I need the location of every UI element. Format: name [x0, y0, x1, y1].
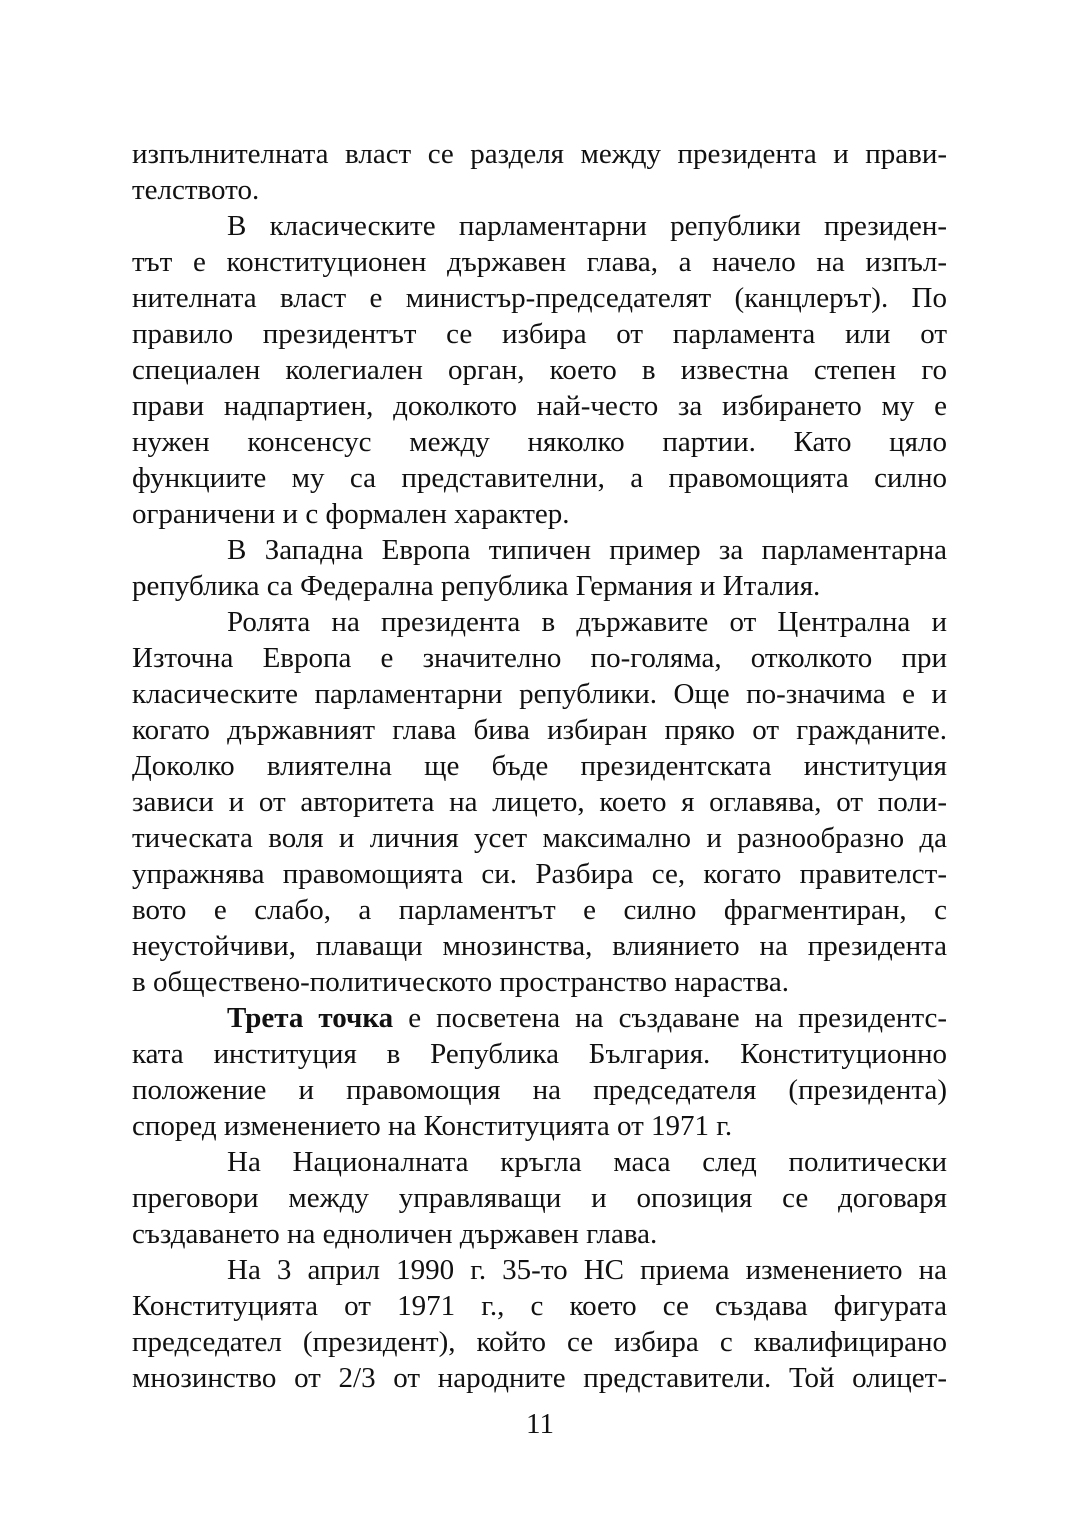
text-line: Доколко влиятелна ще бъде президентската институция — [132, 750, 947, 782]
text-line: правило президентът се избира от парламента или от — [132, 318, 947, 350]
body-text — [132, 136, 947, 1396]
text-line: председател (президент), който се избира с квалифицирано — [132, 1326, 947, 1358]
text-line — [132, 1000, 947, 1036]
paragraph-5 — [132, 1000, 947, 1144]
text-line: класическите парламентарни републики. Още по-значима е и — [132, 678, 947, 710]
text-line: На Националната кръгла маса след политически — [227, 1146, 947, 1178]
paragraph-1 — [132, 136, 947, 208]
text-line: ката институция в Република България. Конституционно — [132, 1038, 947, 1070]
page-number: 11 — [526, 1408, 554, 1440]
text-line: нужен консенсус между няколко партии. Като цяло — [132, 426, 947, 458]
text-line: изпълнителната власт се разделя между президента и прави- — [132, 138, 947, 170]
text-line: Ролята на президента в държавите от Централна и — [227, 606, 947, 638]
text-line: В класическите парламентарни републики президен- — [227, 210, 947, 242]
text-line: Източна Европа е значително по-голяма, отколкото при — [132, 642, 947, 674]
text-line: според изменението на Конституцията от 1971 г. — [132, 1110, 733, 1142]
text-line: неустойчиви, плаващи мнозинства, влиянието на президента — [132, 930, 947, 962]
text-line: република са Федерална република Германия и Италия. — [132, 570, 821, 602]
paragraph-3 — [132, 532, 947, 604]
text-line: специален колегиален орган, което в известна степен го — [132, 354, 947, 386]
text-line: положение и правомощия на председателя (президента) — [132, 1074, 947, 1106]
text-line: телството. — [132, 174, 260, 206]
text-line: На 3 април 1990 г. 35-то НС приема изменението на — [227, 1254, 947, 1286]
text-line: Конституцията от 1971 г., с което се създава фигурата — [132, 1290, 947, 1322]
text-line: тическата воля и личния усет максимално и разнообразно да — [132, 822, 947, 854]
text-line: зависи и от авторитета на лицето, което я оглавява, от поли- — [132, 786, 947, 818]
text-line: в обществено-политическото пространство нараства. — [132, 966, 789, 998]
text-line: функциите му са представителни, а правомощията силно — [132, 462, 947, 494]
paragraph-4 — [132, 604, 947, 1000]
text-line-rest: е посветена на създаване на президентс- — [393, 1002, 947, 1034]
paragraph-6 — [132, 1144, 947, 1252]
text-line: В Западна Европа типичен пример за парламентарна — [227, 534, 947, 566]
bold-lead-phrase: Трета точка — [227, 1002, 394, 1034]
text-line: ограничени и с формален характер. — [132, 498, 570, 530]
text-line: преговори между управляващи и опозиция се договаря — [132, 1182, 947, 1214]
text-line: вото е слабо, а парламентът е силно фрагментиран, с — [132, 894, 947, 926]
text-line: прави надпартиен, доколкото най-често за избирането му е — [132, 390, 947, 422]
text-line: когато държавният глава бива избиран пряко от гражданите. — [132, 714, 947, 746]
text-line: мнозинство от 2/3 от народните представители. Той олицет- — [132, 1362, 947, 1394]
text-line: упражнява правомощията си. Разбира се, когато правителст- — [132, 858, 947, 890]
text-line: нителната власт е министър-председателят (канцлерът). По — [132, 282, 947, 314]
text-line: създаването на едноличен държавен глава. — [132, 1218, 658, 1250]
paragraph-7 — [132, 1252, 947, 1396]
paragraph-2 — [132, 208, 947, 532]
text-line: тът е конституционен държавен глава, а начело на изпъл- — [132, 246, 947, 278]
